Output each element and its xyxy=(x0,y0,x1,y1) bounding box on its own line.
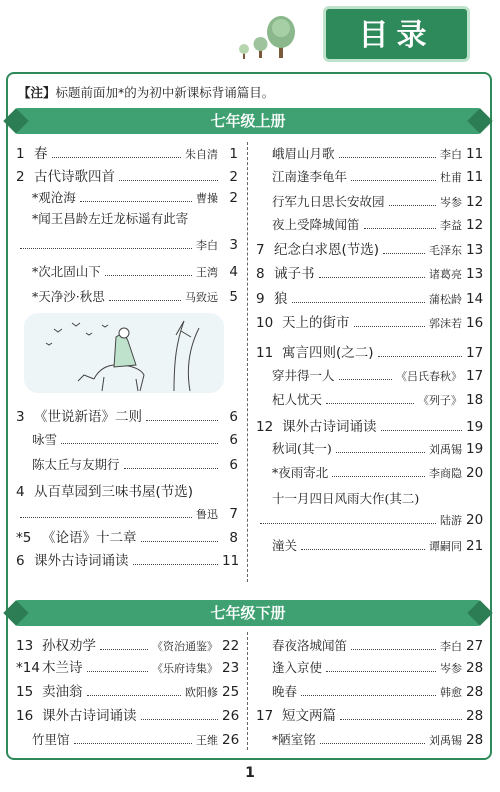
toc-row[interactable] xyxy=(256,487,482,507)
toc-author: 鲁迅 xyxy=(196,508,218,521)
note xyxy=(18,83,478,101)
toc-row[interactable] xyxy=(16,634,238,654)
toc-author: 《乐府诗集》 xyxy=(152,662,218,675)
dot-leader xyxy=(61,443,218,444)
toc-row[interactable] xyxy=(16,656,238,676)
toc-author: 王湾 xyxy=(196,266,218,279)
toc-number: *14 xyxy=(16,660,40,676)
toc-row[interactable] xyxy=(16,405,238,425)
toc-number: 13 xyxy=(16,638,34,654)
toc-number: 12 xyxy=(256,419,274,435)
toc-page: 22 xyxy=(222,638,240,654)
toc-page: 8 xyxy=(229,530,238,546)
toc-row[interactable] xyxy=(256,461,482,481)
toc-page: 21 xyxy=(466,538,484,554)
toc-row[interactable] xyxy=(256,190,482,210)
dot-leader xyxy=(87,695,182,696)
toc-author: 岑参 xyxy=(440,662,462,675)
toc-author: 蒲松龄 xyxy=(429,293,462,306)
toc-row[interactable] xyxy=(16,285,238,305)
toc-row[interactable] xyxy=(256,728,482,748)
toc-author: 马致远 xyxy=(185,291,218,304)
toc-number: 16 xyxy=(16,708,34,724)
dot-leader xyxy=(105,275,192,276)
toc-row[interactable] xyxy=(16,480,238,500)
toc-page: 6 xyxy=(229,457,238,473)
toc-row[interactable] xyxy=(16,728,238,748)
toc-title: 逢入京使 xyxy=(272,660,323,675)
toc-row[interactable] xyxy=(256,364,482,384)
dot-leader xyxy=(301,549,425,550)
toc-author: 王维 xyxy=(196,734,218,747)
toc-title: 峨眉山月歌 xyxy=(272,146,335,161)
toc-author: 李益 xyxy=(440,219,462,232)
toc-row[interactable] xyxy=(256,704,482,724)
dot-leader xyxy=(20,248,192,249)
toc-number: 9 xyxy=(256,291,265,307)
toc-title: 行军九日思长安故园 xyxy=(272,194,385,209)
dot-leader xyxy=(339,157,436,158)
toc-title: *观沧海 xyxy=(32,190,76,205)
toc-title: 寓言四则(之二) xyxy=(282,345,374,361)
toc-row[interactable] xyxy=(16,680,238,700)
toc-page: 3 xyxy=(229,237,238,253)
toc-author: 刘禹锡 xyxy=(429,443,462,456)
toc-author: 毛泽东 xyxy=(429,244,462,257)
toc-page: 6 xyxy=(229,432,238,448)
toc-page: 13 xyxy=(466,266,484,282)
toc-page: 7 xyxy=(229,506,238,522)
page-title: 目录 xyxy=(358,18,435,53)
toc-title: 杞人忧天 xyxy=(272,392,323,407)
page-number: 1 xyxy=(245,765,255,781)
dot-leader xyxy=(336,452,425,453)
toc-author: 曹操 xyxy=(196,192,218,205)
dot-leader xyxy=(340,719,462,720)
dot-leader xyxy=(74,743,192,744)
toc-title: 从百草园到三味书屋(节选) xyxy=(34,484,194,500)
dot-leader xyxy=(80,201,192,202)
dot-leader xyxy=(100,649,148,650)
toc-page: 26 xyxy=(222,732,240,748)
toc-title: 孙权劝学 xyxy=(42,638,96,654)
toc-author: 李白 xyxy=(440,148,462,161)
toc-title: 晚春 xyxy=(272,684,298,699)
toc-page: 23 xyxy=(222,660,240,676)
toc-page: 27 xyxy=(466,638,484,654)
column-divider xyxy=(247,142,248,582)
toc-number: 8 xyxy=(256,266,265,282)
note-label: 【注】 xyxy=(18,85,56,100)
toc-page: 20 xyxy=(466,512,484,528)
dot-leader xyxy=(109,300,181,301)
dot-leader xyxy=(354,326,426,327)
toc-title: 《论语》十二章 xyxy=(42,530,137,546)
toc-row[interactable] xyxy=(256,238,482,258)
toc-number: 6 xyxy=(16,553,25,569)
dot-leader xyxy=(301,695,436,696)
toc-title: *次北固山下 xyxy=(32,264,101,279)
toc-row[interactable] xyxy=(256,142,482,162)
toc-number: 4 xyxy=(16,484,25,500)
toc-title: 穿井得一人 xyxy=(272,368,335,383)
toc-author: 李商隐 xyxy=(429,467,462,480)
toc-page: 16 xyxy=(466,315,484,331)
toc-row[interactable] xyxy=(16,428,238,448)
toc-page: 1 xyxy=(229,146,238,162)
toc-title: 江南逢李龟年 xyxy=(272,169,348,184)
toc-title: 春 xyxy=(34,146,48,162)
toc-page: 12 xyxy=(466,217,484,233)
toc-row[interactable] xyxy=(256,311,482,331)
toc-author: 岑参 xyxy=(440,196,462,209)
toc-row[interactable] xyxy=(256,165,482,185)
toc-title: 古代诗歌四首 xyxy=(34,169,115,185)
rider-illustration xyxy=(24,313,224,393)
dot-leader xyxy=(124,468,218,469)
toc-title: *闻王昌龄左迁龙标遥有此寄 xyxy=(32,211,189,226)
toc-title: 课外古诗词诵读 xyxy=(282,419,377,435)
toc-title: 狼 xyxy=(274,291,288,307)
toc-number: 11 xyxy=(256,345,274,361)
toc-page: 17 xyxy=(466,368,484,384)
dot-leader xyxy=(381,430,463,431)
toc-author: 朱自清 xyxy=(185,148,218,161)
toc-author: 李白 xyxy=(440,640,462,653)
dot-leader xyxy=(146,420,218,421)
toc-row[interactable] xyxy=(256,213,482,233)
toc-page: 28 xyxy=(466,708,484,724)
dot-leader xyxy=(320,743,425,744)
toc-page: 13 xyxy=(466,242,484,258)
toc-row[interactable] xyxy=(256,508,482,528)
toc-page: 28 xyxy=(466,684,484,700)
toc-title: 天上的街市 xyxy=(282,315,350,331)
toc-row[interactable] xyxy=(256,437,482,457)
dot-leader xyxy=(351,180,436,181)
dot-leader xyxy=(383,253,425,254)
section-banner-grade7-vol2: 七年级下册 xyxy=(15,600,481,626)
toc-row[interactable] xyxy=(256,415,482,435)
toc-number: 1 xyxy=(16,146,25,162)
toc-page: 11 xyxy=(466,146,484,162)
toc-number: 10 xyxy=(256,315,274,331)
toc-row[interactable] xyxy=(16,704,238,724)
toc-title: 十一月四日风雨大作(其二) xyxy=(272,491,420,506)
toc-title: 陈太丘与友期行 xyxy=(32,457,120,472)
column-divider-2 xyxy=(247,632,248,750)
toc-page: 6 xyxy=(229,409,238,425)
toc-row[interactable] xyxy=(256,634,482,654)
dot-leader xyxy=(87,671,149,672)
toc-page: 4 xyxy=(229,264,238,280)
toc-row[interactable] xyxy=(16,502,238,522)
dot-leader xyxy=(141,541,219,542)
toc-row[interactable] xyxy=(256,287,482,307)
toc-author: 谭嗣同 xyxy=(429,540,462,553)
toc-title: 卖油翁 xyxy=(42,684,83,700)
trees-illustration xyxy=(235,14,305,60)
toc-author: 郭沫若 xyxy=(429,317,462,330)
toc-title: 短文两篇 xyxy=(282,708,336,724)
toc-title: 《世说新语》二则 xyxy=(34,409,142,425)
toc-row[interactable] xyxy=(16,142,238,162)
dot-leader xyxy=(326,403,414,404)
dot-leader xyxy=(326,671,436,672)
toc-author: 杜甫 xyxy=(440,171,462,184)
toc-row[interactable] xyxy=(16,453,238,473)
toc-row[interactable] xyxy=(16,233,238,253)
toc-row[interactable] xyxy=(16,549,238,569)
toc-title: *陋室铭 xyxy=(272,732,316,747)
toc-author: 刘禹锡 xyxy=(429,734,462,747)
toc-title: 春夜洛城闻笛 xyxy=(272,638,348,653)
toc-page: 18 xyxy=(466,392,484,408)
toc-row[interactable] xyxy=(256,680,482,700)
toc-page: 20 xyxy=(466,465,484,481)
toc-number: 2 xyxy=(16,169,25,185)
section-banner-grade7-vol1: 七年级上册 xyxy=(15,108,481,134)
toc-page: 26 xyxy=(222,708,240,724)
toc-row[interactable] xyxy=(256,656,482,676)
toc-title: 课外古诗词诵读 xyxy=(42,708,137,724)
dot-leader xyxy=(260,523,436,524)
dot-leader xyxy=(364,228,436,229)
dot-leader xyxy=(20,517,192,518)
toc-title: 咏雪 xyxy=(32,432,58,447)
dot-leader xyxy=(133,564,219,565)
toc-author: 《列子》 xyxy=(418,394,462,407)
toc-page: 14 xyxy=(466,291,484,307)
toc-page: 25 xyxy=(222,684,240,700)
note-text: 标题前面加*的为初中新课标背诵篇目。 xyxy=(55,85,275,100)
toc-row[interactable] xyxy=(16,165,238,185)
toc-number: 3 xyxy=(16,409,25,425)
toc-title: *夜雨寄北 xyxy=(272,465,329,480)
dot-leader xyxy=(339,379,392,380)
toc-title: 纪念白求恩(节选) xyxy=(274,242,380,258)
dot-leader xyxy=(119,180,218,181)
toc-page: 11 xyxy=(222,553,240,569)
dot-leader xyxy=(319,277,426,278)
toc-row[interactable] xyxy=(256,262,482,282)
toc-number: 17 xyxy=(256,708,274,724)
toc-title: 诫子书 xyxy=(274,266,315,282)
toc-row[interactable] xyxy=(16,186,238,206)
toc-number: 15 xyxy=(16,684,34,700)
toc-page: 19 xyxy=(466,441,484,457)
toc-page: 2 xyxy=(229,190,238,206)
toc-number: *5 xyxy=(16,530,32,546)
dot-leader xyxy=(389,205,436,206)
dot-leader xyxy=(378,356,462,357)
toc-author: 陆游 xyxy=(440,514,462,527)
toc-title: 木兰诗 xyxy=(42,660,83,676)
toc-title: 秋词(其一) xyxy=(272,441,332,456)
dot-leader xyxy=(332,476,425,477)
toc-author: 诸葛亮 xyxy=(429,268,462,281)
toc-row[interactable] xyxy=(256,388,482,408)
toc-row[interactable] xyxy=(16,526,238,546)
toc-page: 19 xyxy=(466,419,484,435)
toc-page: 12 xyxy=(466,194,484,210)
toc-author: 《吕氏春秋》 xyxy=(396,370,462,383)
toc-author: 欧阳修 xyxy=(185,686,218,699)
toc-page: 11 xyxy=(466,169,484,185)
toc-title: 竹里馆 xyxy=(32,732,70,747)
toc-title: 课外古诗词诵读 xyxy=(34,553,129,569)
toc-title: 夜上受降城闻笛 xyxy=(272,217,360,232)
toc-row[interactable] xyxy=(256,341,482,361)
toc-author: 韩愈 xyxy=(440,686,462,699)
dot-leader xyxy=(141,719,219,720)
toc-page: 2 xyxy=(229,169,238,185)
dot-leader xyxy=(351,649,436,650)
toc-row[interactable] xyxy=(256,534,482,554)
toc-number: 7 xyxy=(256,242,265,258)
dot-leader xyxy=(52,157,182,158)
dot-leader xyxy=(292,302,426,303)
toc-page: 28 xyxy=(466,732,484,748)
toc-page: 17 xyxy=(466,345,484,361)
toc-author: 李白 xyxy=(196,239,218,252)
toc-title: 潼关 xyxy=(272,538,298,553)
toc-row[interactable] xyxy=(16,207,238,227)
toc-author: 《资治通鉴》 xyxy=(152,640,218,653)
toc-row[interactable] xyxy=(16,260,238,280)
toc-page: 28 xyxy=(466,660,484,676)
toc-title: *天净沙·秋思 xyxy=(32,289,105,304)
toc-page: 5 xyxy=(229,289,238,305)
